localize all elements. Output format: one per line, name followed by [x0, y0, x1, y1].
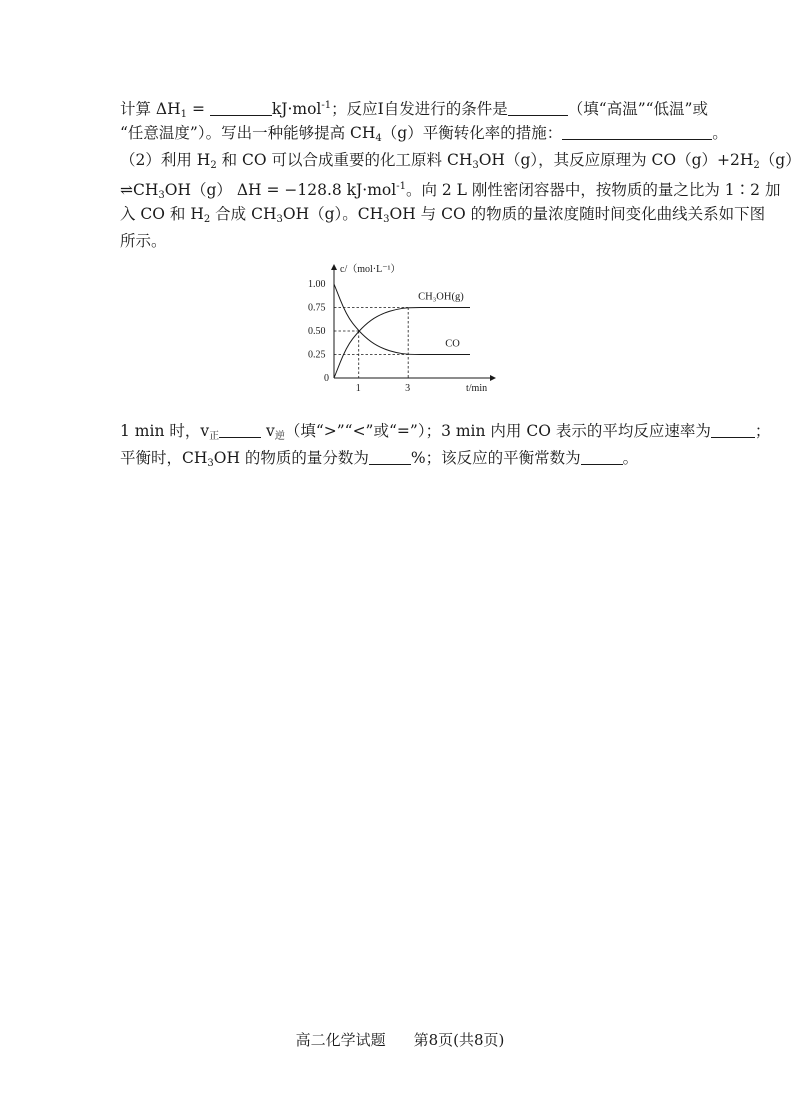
answer-blank-condition[interactable]: [508, 99, 568, 116]
text-sub: 3: [207, 458, 214, 469]
y-axis-label: c/（mol·L⁻¹）: [340, 264, 401, 275]
text-q2-intro-4: （g）: [759, 151, 801, 169]
text-line-q1: [120, 420, 771, 448]
text-measure: “任意温度”）。写出一种能够提高 CH: [120, 124, 376, 142]
y-tick-label: 0.75: [308, 302, 326, 314]
text-sub: 2: [210, 160, 217, 171]
text-container: 。向 2 L 刚性密闭容器中，按物质的量之比为 1∶2 加: [405, 181, 781, 199]
text-synth-2: OH（g）。CH: [282, 205, 384, 223]
series-label: CH₃OH(g): [418, 291, 464, 303]
y-tick-label: 0.25: [308, 349, 326, 361]
text-period: 。: [622, 449, 639, 467]
text-q-avg-rate: （填“>”“<”或“=”）；3 min 内用 CO 表示的平均反应速率为: [284, 422, 711, 440]
text-fill-hint: （填“高温”“低温”或: [567, 100, 708, 118]
text-q2-intro-3: OH（g），其反应原理为 CO（g）+2H: [478, 151, 754, 169]
text-sup: -1: [321, 100, 332, 111]
y-axis-arrow: [331, 264, 337, 270]
answer-blank-compare[interactable]: [219, 421, 261, 438]
page-footer: [0, 1030, 800, 1050]
answer-blank-fraction[interactable]: [369, 448, 411, 465]
text-q2-intro: （2）利用 H: [120, 151, 211, 169]
text-line-q2: [120, 447, 710, 475]
text-sub: 正: [209, 431, 220, 442]
x-tick-label: 1: [355, 383, 361, 394]
text-sub: 1: [180, 109, 188, 120]
text-eq: =: [187, 100, 210, 118]
y-tick-label: 0.50: [308, 326, 326, 337]
text-line-5: [120, 203, 766, 231]
text-sub: 3: [383, 214, 390, 225]
text-as-shown: 所示。: [120, 232, 167, 250]
text-enthalpy: OH（g） ΔH = −128.8 kJ·mol: [164, 181, 397, 199]
text-q-fraction: OH 的物质的量分数为: [213, 449, 369, 467]
text-q-constant: %；该反应的平衡常数为: [410, 449, 581, 467]
text-v-reverse: v: [261, 422, 275, 440]
origin-label: 0: [324, 373, 329, 384]
x-tick-label: 3: [405, 383, 411, 394]
text-synth: 合成 CH: [210, 205, 277, 223]
text-sub: 2: [753, 160, 760, 171]
text-line-3: [120, 149, 801, 177]
text-sub: 3: [158, 190, 165, 201]
text-q-equilibrium: 平衡时，CH: [120, 449, 208, 467]
text-unit: kJ·mol: [271, 100, 322, 118]
text-period: 。: [712, 124, 728, 142]
text-line-6: [120, 230, 710, 252]
text-reaction: ⇌CH: [120, 181, 159, 199]
text-delta-h: 计算 ΔH: [120, 100, 181, 118]
footer-subject: 高二化学试题: [295, 1031, 386, 1049]
text-line-2: [120, 122, 728, 150]
footer-page-number: 第8页(共8页): [413, 1031, 505, 1049]
text-q2-intro-2: 和 CO 可以合成重要的化工原料 CH: [216, 151, 473, 169]
text-add: 入 CO 和 H: [120, 205, 204, 223]
text-sup: -1: [396, 181, 406, 192]
concentration-chart: [290, 258, 510, 393]
text-sub: 3: [276, 214, 283, 225]
text-condition: ；反应Ⅰ自发进行的条件是: [331, 100, 508, 118]
text-sub: 4: [375, 133, 382, 144]
x-axis-label: t/min: [466, 383, 488, 394]
series-label: CO: [445, 338, 460, 350]
answer-blank-constant[interactable]: [581, 448, 623, 465]
text-synth-3: OH 与 CO 的物质的量浓度随时间变化曲线关系如下图: [389, 205, 766, 223]
text-measure-2: （g）平衡转化率的措施：: [381, 124, 563, 142]
x-axis-arrow: [490, 375, 496, 381]
answer-blank-measure[interactable]: [562, 123, 712, 140]
answer-blank-rate[interactable]: [711, 421, 755, 438]
text-sub: 2: [203, 214, 211, 225]
text-sub: 3: [472, 160, 479, 171]
text-q-rate: 1 min 时，v: [120, 422, 210, 440]
answer-blank-delta-h1[interactable]: [210, 99, 272, 116]
text-semicolon: ；: [754, 422, 771, 440]
text-sub: 逆: [274, 431, 285, 442]
y-tick-label: 1.00: [308, 279, 326, 290]
